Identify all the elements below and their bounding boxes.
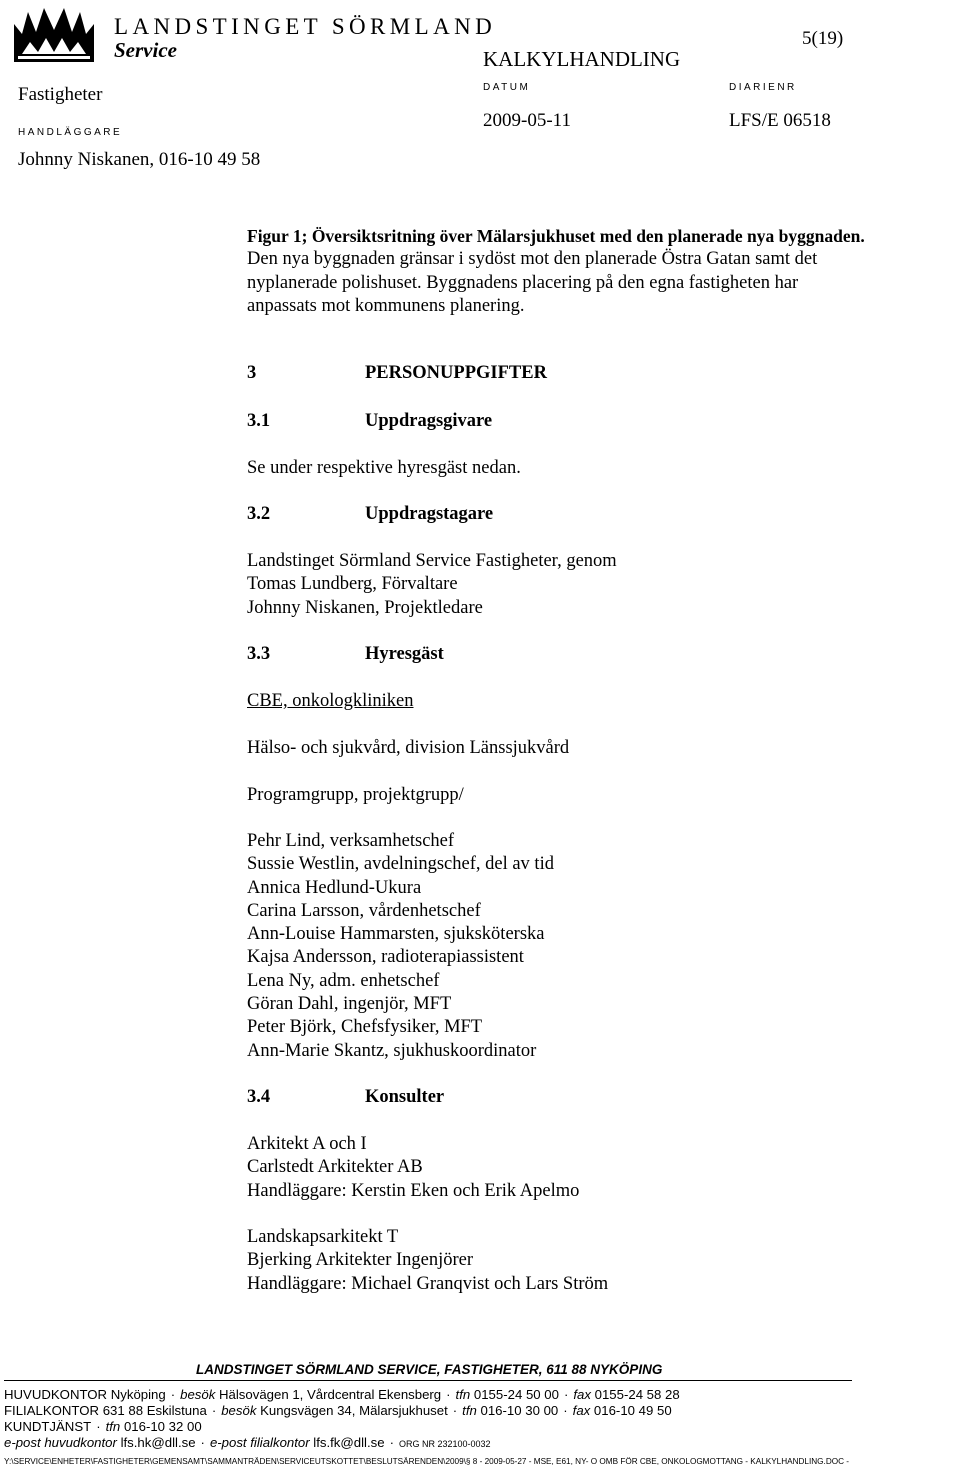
service-phone: 016-10 32 00 [123,1419,202,1434]
fax-label: fax [572,1403,591,1418]
department: Fastigheter [18,84,103,105]
list-item: Ann-Marie Skantz, sjukhuskoordinator [247,1040,537,1061]
tenant-name: CBE, onkologkliniken [247,691,414,711]
text-line: Landstinget Sörmland Service Fastigheter, genom [247,551,617,571]
caption-line: anpassats mot kommunens planering. [247,295,525,316]
tenant-group: Programgrupp, projektgrupp/ [247,785,464,805]
list-item: Sussie Westlin, avdelningschef, del av tid [247,854,554,875]
text-line: Johnny Niskanen, Projektledare [247,597,483,618]
tenant-division: Hälso- och sjukvård, division Länssjukvård [247,738,570,758]
text-line: Bjerking Arkitekter Ingenjörer [247,1250,474,1271]
section-title: Uppdragstagare [365,504,494,524]
text-line: Landskapsarkitekt T [247,1227,399,1247]
section-number: 3.4 [247,1087,271,1107]
logo-unit-name: Service [114,38,177,62]
section-heading-3 [247,363,547,384]
logo [8,4,497,66]
footer-email-row: e-post huvudkontor lfs.hk@dll.se · e-post filialkontor lfs.fk@dll.se · ORG NR 232100-0032 [4,1435,491,1450]
branch-label: FILIALKONTOR [4,1403,100,1418]
branch-city: 631 88 Eskilstuna [102,1403,207,1418]
text-line: Handläggare: Kerstin Eken och Erik Apelmo [247,1180,580,1201]
branch-email[interactable]: lfs.fk@dll.se [313,1435,385,1450]
handlaggare-value: Johnny Niskanen, 016-10 49 58 [18,149,261,170]
section-heading-3-4 [247,1087,444,1108]
consultant-architect [247,1133,927,1203]
org-number: ORG NR 232100-0032 [399,1439,491,1449]
hq-email[interactable]: lfs.hk@dll.se [120,1435,196,1450]
section-title: PERSONUPPGIFTER [365,363,547,383]
footer-divider [4,1380,852,1381]
branch-address: Kungsvägen 34, Mälarsjukhuset [260,1403,448,1418]
diarienr-label: DIARIENR [729,82,797,93]
caption-line: Den nya byggnaden gränsar i sydöst mot den planerade Östra Gatan samt det [247,249,818,270]
hq-fax: 0155-24 58 28 [594,1387,680,1402]
footer-hq-row: HUVUDKONTOR Nyköping · besök Hälsovägen 1, Vårdcentral Ekensberg · tfn 0155-24 50 00 · fax 0155-24 58 28 [4,1387,680,1402]
section-number: 3 [247,363,257,383]
list-item: Lena Ny, adm. enhetschef [247,970,440,991]
list-item: Carina Larsson, vårdenhetschef [247,900,481,921]
caption-title: Figur 1; Översiktsritning över Mälarsjukhuset med den planerade nya byggnaden. [247,226,865,246]
section-heading-3-2 [247,504,493,525]
footer-org-line: LANDSTINGET SÖRMLAND SERVICE, FASTIGHETER, 611 88 NYKÖPING [196,1362,663,1377]
section-heading-3-3 [247,644,444,665]
hq-email-label: e-post huvudkontor [4,1435,117,1450]
hq-phone: 0155-24 50 00 [473,1387,559,1402]
caption-line: nyplanerade polishuset. Byggnadens placering på den egna fastigheten har [247,272,799,293]
figure-caption [247,225,927,318]
phone-label: tfn [105,1419,121,1434]
branch-email-label: e-post filialkontor [209,1435,310,1450]
section-number: 3.1 [247,411,271,431]
phone-label: tfn [455,1387,471,1402]
visit-label: besök [221,1403,257,1418]
text-line: Arkitekt A och I [247,1134,367,1154]
branch-fax: 016-10 49 50 [593,1403,672,1418]
section-heading-3-1 [247,411,492,432]
tenant-members-list [247,830,927,1063]
text-line: Carlstedt Arkitekter AB [247,1157,423,1178]
fax-label: fax [573,1387,591,1402]
list-item: Annica Hedlund-Ukura [247,877,422,898]
list-item: Ann-Louise Hammarsten, sjuksköterska [247,924,545,945]
footer-branch-row: FILIALKONTOR 631 88 Eskilstuna · besök Kungsvägen 34, Mälarsjukhuset · tfn 016-10 30 00 · fax 016-10 49 50 [4,1403,672,1418]
service-label: KUNDTJÄNST [4,1419,92,1434]
handlaggare-label: HANDLÄGGARE [18,127,123,138]
visit-label: besök [180,1387,216,1402]
diarienr-value: LFS/E 06518 [729,110,831,131]
page-number: 5(19) [802,28,844,49]
list-item: Kajsa Andersson, radioterapiassistent [247,947,524,968]
branch-phone: 016-10 30 00 [480,1403,559,1418]
section-number: 3.3 [247,644,271,664]
document-date: 2009-05-11 [483,110,571,131]
footer-service-row: KUNDTJÄNST · tfn 016-10 32 00 [4,1419,202,1434]
document-type: KALKYLHANDLING [483,47,681,71]
datum-label: DATUM [483,82,531,93]
logo-org-name: LANDSTINGET SÖRMLAND [114,14,497,39]
hq-address: Hälsovägen 1, Vårdcentral Ekensberg [219,1387,442,1402]
phone-label: tfn [462,1403,477,1418]
landstinget-emblem-icon [8,4,100,66]
consultant-landscape [247,1226,927,1296]
section-title: Konsulter [365,1087,445,1107]
file-path: Y:\SERVICE\ENHETER\FASTIGHETER\GEMENSAMT\SAMMANTRÄDEN\SERVICEUTSKOTTET\BESLUTSÄRENDEN\2009\§ 8 - 2009-05-27 - MSE, E61, NY- O OMB FÖR CBE, ONKOLOGMOTTANG - KALKYLHANDLING.DOC - [4,1457,850,1466]
section-title: Hyresgäst [365,644,444,664]
text-line: Handläggare: Michael Granqvist och Lars Ström [247,1273,609,1294]
section-title: Uppdragsgivare [365,411,493,431]
text-line: Tomas Lundberg, Förvaltare [247,574,458,595]
hq-label: HUVUDKONTOR [4,1387,108,1402]
section-3-2-text [247,550,927,620]
section-number: 3.2 [247,504,271,524]
list-item: Göran Dahl, ingenjör, MFT [247,994,452,1015]
list-item: Pehr Lind, verksamhetschef [247,831,455,851]
section-3-1-text: Se under respektive hyresgäst nedan. [247,458,521,478]
hq-city: Nyköping [110,1387,166,1402]
list-item: Peter Björk, Chefsfysiker, MFT [247,1017,483,1038]
